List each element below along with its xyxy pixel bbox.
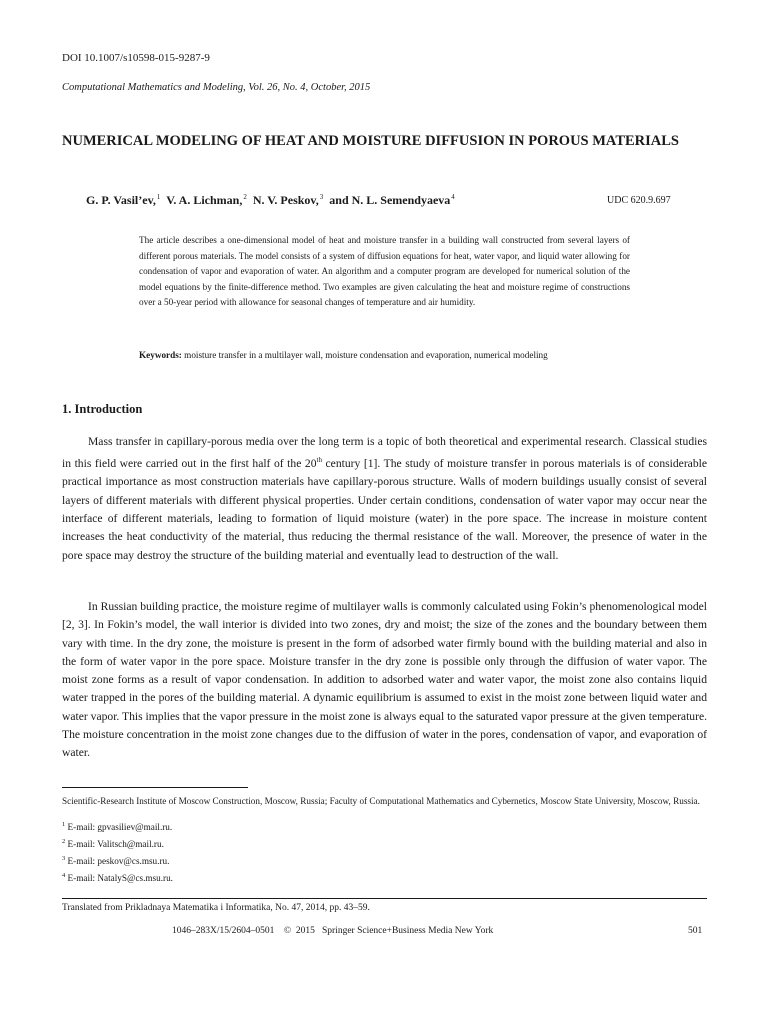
email-footnote xyxy=(62,872,173,883)
keywords-label: Keywords: xyxy=(139,350,182,360)
keywords-text: moisture transfer in a multilayer wall, moisture condensation and evaporation, numerical modeling xyxy=(184,350,548,360)
ordinal-superscript: th xyxy=(316,456,322,465)
keywords xyxy=(139,348,630,364)
section-heading: 1. Introduction xyxy=(62,402,143,416)
footnote-mark: 4 xyxy=(62,872,66,879)
udc-code: UDC 620.9.697 xyxy=(607,195,671,206)
email-text: E-mail: Valitsch@mail.ru. xyxy=(67,839,164,850)
footnote-divider xyxy=(62,787,248,788)
footnote-mark: 1 xyxy=(62,821,66,828)
author-affiliation-mark: 1 xyxy=(156,193,161,201)
author-name: and N. L. Semendyaeva xyxy=(329,193,451,207)
author-affiliation-mark: 3 xyxy=(319,193,324,201)
paper-title: NUMERICAL MODELING OF HEAT AND MOISTURE DIFFUSION IN POROUS MATERIALS xyxy=(62,133,679,149)
email-text: E-mail: gpvasiliev@mail.ru. xyxy=(67,822,173,833)
email-footnote xyxy=(62,821,172,832)
author-name: G. P. Vasil’ev, xyxy=(86,193,156,207)
journal-citation: Computational Mathematics and Modeling, Vol. 26, No. 4, October, 2015 xyxy=(62,82,371,93)
author-name: V. A. Lichman, xyxy=(166,193,243,207)
email-footnote xyxy=(62,855,169,866)
email-text: E-mail: peskov@cs.msu.ru. xyxy=(67,856,170,867)
paragraph-text: century [1]. The study of moisture transfer in porous materials is of considerable practical importance as most construction materials have capillary-porous structure. Walls of modern buildings usually consist of several layers of different materials with different physical properties. Under certain conditions, condensation of water vapor may occur near the interface of different materials, leading to formation of liquid moisture (water) in the pore space. The increase in moisture content increases the heat conductivity of the material, thus reducing the thermal resistance of the wall. Moreover, the presence of water in the pore space may destroy the structure of the building material and eventually lead to destruction of the wall. xyxy=(62,457,707,562)
footnote-mark: 2 xyxy=(62,838,66,845)
author-affiliation-mark: 4 xyxy=(451,193,455,201)
email-footnote xyxy=(62,838,164,849)
translation-note: Translated from Prikladnaya Matematika i Informatika, No. 47, 2014, pp. 43–59. xyxy=(62,903,370,913)
body-paragraph: In Russian building practice, the moisture regime of multilayer walls is commonly calculated using Fokin’s phenomenological model [2, 3]. In Fokin’s model, the wall interior is divided into two zones, dry and moist; the size of the zones and the boundary between them vary with time. In the dry zone, the moisture is present in the form of adsorbed water firmly bound with the building material and also in the form of water vapor in the pore space. Moisture transfer in the dry zone is possible only through the diffusion of water vapor. The moist zone forms as a result of vapor condensation. In addition to adsorbed water and water vapor, the moist zone also contains liquid water trapped in the pores of the building material. A dynamic equilibrium is assumed to exist in the moist zone between liquid water and water vapor. This implies that the vapor pressure in the moist zone is always equal to the saturated vapor pressure at the given temperature. The moisture concentration in the moist zone changes due to the diffusion of water in the pores, condensation of vapor, and evaporation of water. xyxy=(62,600,707,760)
page-number: 501 xyxy=(688,926,703,936)
abstract: The article describes a one-dimensional model of heat and moisture transfer in a building wall constructed from several layers of different porous materials. The model consists of a system of diffusion equations for heat, water vapor, and liquid water allowing for condensation of vapor and evaporation of water. An algorithm and a computer program are developed for numerical solution of the model equations by the finite-difference method. Two examples are given calculating the heat and moisture regime of constructions over a 50-year period with allowance for seasonal changes of temperature and air humidity. xyxy=(139,235,630,307)
publisher-line: 1046–283X/15/2604–0501 © 2015 Springer Science+Business Media New York xyxy=(172,926,494,936)
author-name: N. V. Peskov, xyxy=(252,193,319,207)
footer-divider xyxy=(62,898,707,899)
affiliation-footnote: Scientific-Research Institute of Moscow Construction, Moscow, Russia; Faculty of Computational Mathematics and Cybernetics, Moscow State University, Moscow, Russia. xyxy=(62,796,700,806)
footnote-mark: 3 xyxy=(62,855,66,862)
doi: DOI 10.1007/s10598-015-9287-9 xyxy=(62,52,210,64)
author-list xyxy=(86,193,455,208)
body-paragraph xyxy=(62,433,707,565)
email-text: E-mail: NatalyS@cs.msu.ru. xyxy=(67,873,173,884)
paragraph-text: Mass transfer in capillary-porous media over the long term is a topic of both theoretical and experimental research. Classical studies in this field were carried out in the first half of the 20 xyxy=(62,435,707,471)
author-affiliation-mark: 2 xyxy=(243,193,247,201)
